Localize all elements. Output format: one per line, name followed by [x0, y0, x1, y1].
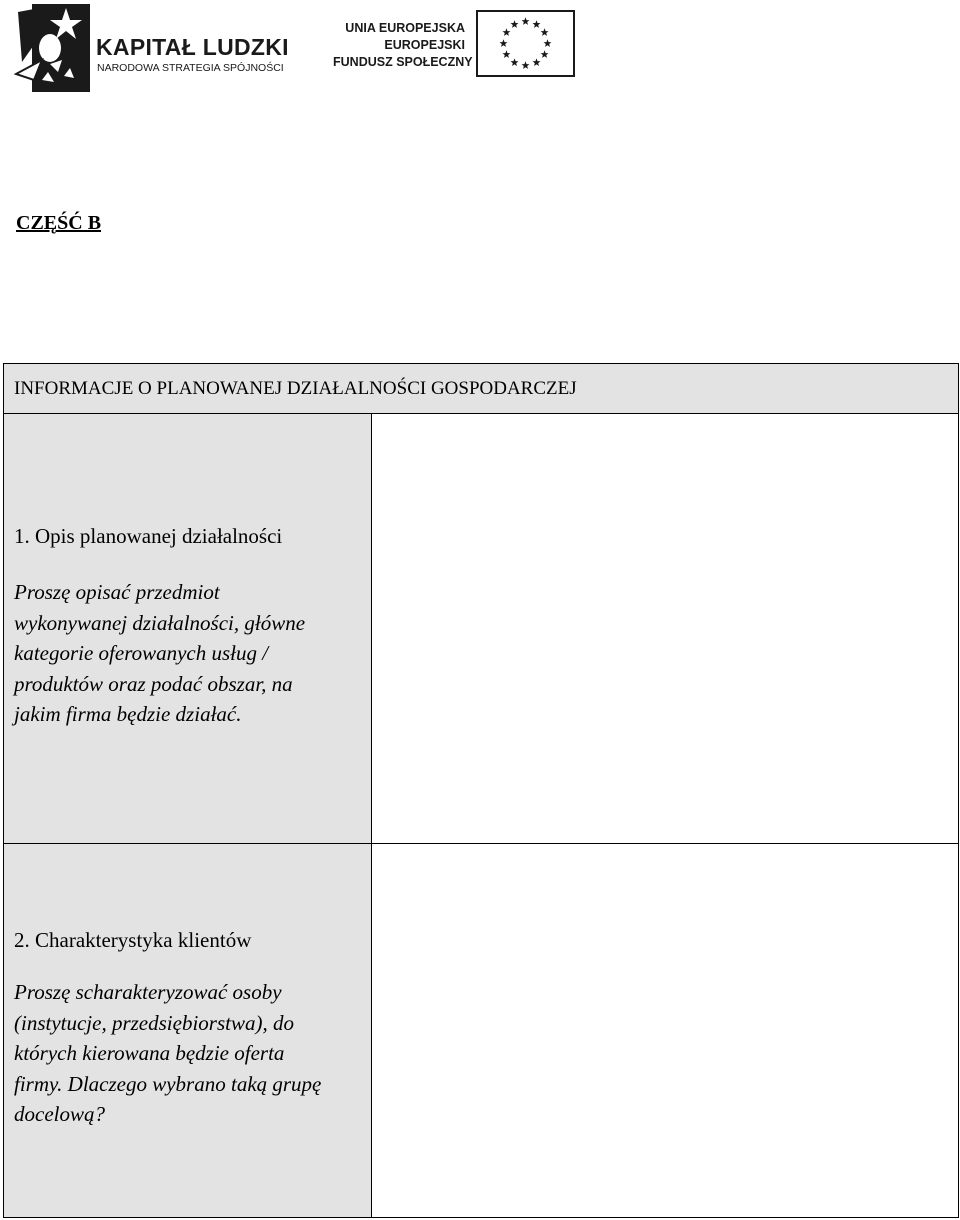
- kapital-ludzki-logo: [14, 2, 296, 94]
- question-description-line: których kierowana będzie oferta: [14, 1041, 285, 1065]
- question-description-line: kategorie oferowanych usług /: [14, 641, 269, 665]
- question-label-cell: [4, 414, 372, 843]
- eu-logo-text: [333, 20, 473, 71]
- eu-star-icon: [502, 50, 510, 58]
- eu-star-icon: [511, 58, 519, 66]
- eu-star-icon: [533, 58, 541, 66]
- question-description-line: Proszę opisać przedmiot: [14, 580, 220, 604]
- question-description: [14, 977, 364, 1130]
- question-description-line: produktów oraz podać obszar, na: [14, 671, 293, 696]
- eu-flag-logo: [476, 10, 575, 77]
- eu-logo-line: EUROPEJSKI: [384, 38, 465, 52]
- answer-field-business-description[interactable]: [372, 414, 958, 843]
- form-row-business-description: [4, 414, 958, 844]
- kapital-ludzki-subtitle: NARODOWA STRATEGIA SPÓJNOŚCI: [97, 62, 284, 74]
- question-description-line: Proszę scharakteryzować osoby: [14, 980, 282, 1004]
- question-description-line: jakim firma będzie działać.: [14, 702, 242, 726]
- answer-field-client-characteristics[interactable]: [372, 844, 958, 1217]
- eu-star-icon: [522, 17, 530, 25]
- eu-star-icon: [511, 20, 519, 28]
- question-description-line: docelową?: [14, 1102, 105, 1126]
- eu-star-icon: [533, 20, 541, 28]
- form-header-title: INFORMACJE O PLANOWANEJ DZIAŁALNOŚCI GOSPODARCZEJ: [14, 378, 577, 399]
- eu-logo-line: UNIA EUROPEJSKA: [345, 21, 465, 35]
- question-title: 2. Charakterystyka klientów: [14, 928, 252, 952]
- question-label-cell: [4, 844, 372, 1217]
- question-description-line: (instytucje, przedsiębiorstwa), do: [14, 1010, 294, 1035]
- eu-star-icon: [522, 61, 530, 69]
- question-description-line: firmy. Dlaczego wybrano taką grupę: [14, 1071, 322, 1096]
- kapital-ludzki-emblem-icon: [14, 2, 94, 94]
- form-row-client-characteristics: [4, 844, 958, 1217]
- question-title: 1. Opis planowanej działalności: [14, 524, 283, 548]
- business-info-form: [3, 363, 959, 1218]
- kapital-ludzki-title: KAPITAŁ LUDZKI: [96, 34, 289, 60]
- section-title: CZĘŚĆ B: [16, 212, 102, 234]
- eu-star-icon: [544, 39, 552, 47]
- eu-star-icon: [500, 39, 508, 47]
- eu-star-icon: [541, 50, 549, 58]
- eu-star-icon: [541, 28, 549, 36]
- form-header: [4, 364, 958, 414]
- eu-star-icon: [502, 28, 510, 36]
- eu-stars-icon: [478, 12, 573, 75]
- question-description: [14, 577, 364, 730]
- eu-logo-line: FUNDUSZ SPOŁECZNY: [333, 55, 473, 69]
- question-description-line: wykonywanej działalności, główne: [14, 610, 306, 635]
